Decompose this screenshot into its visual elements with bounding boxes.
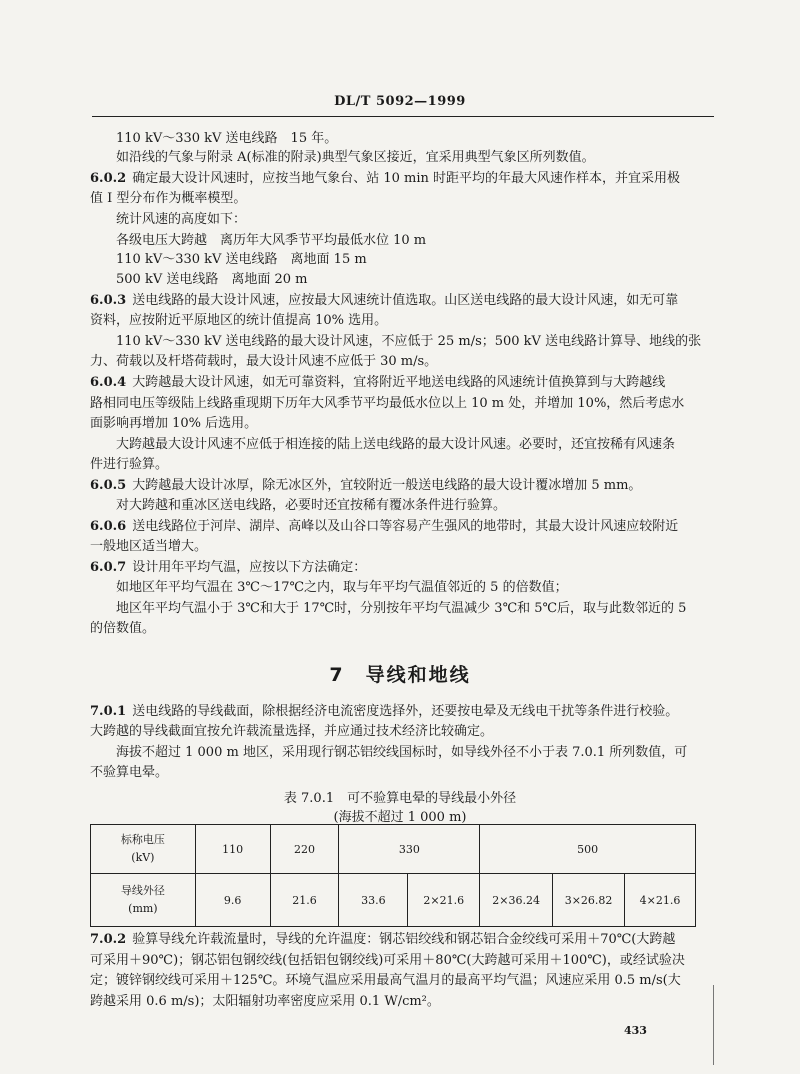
text-line: 如地区年平均气温在 3℃～17℃之内，取与年平均气温值邻近的 5 的倍数值；: [116, 580, 568, 595]
table-row: [91, 874, 696, 927]
clause-6-0-7: 6.0.7 设计用年平均气温，应按以下方法确定：: [90, 560, 367, 575]
text-line: 大跨越的导线截面宜按允许载流量选择，并应通过技术经济比较确定。: [90, 724, 494, 739]
clause-number: 6.0.6: [90, 519, 127, 534]
row-header-diameter: 导线外径 (mm): [91, 874, 196, 927]
clause-7-0-1: 7.0.1 送电线路的导线截面，除根据经济电流密度选择外，还要按电晕及无线电干扰等条件进行校验。: [90, 704, 679, 719]
text-line: 110 kV～330 kV 送电线路 离地面 15 m: [116, 252, 367, 267]
page-number: 433: [624, 1024, 647, 1037]
text-line: 不验算电晕。: [90, 765, 169, 780]
clause-6-0-2: 6.0.2 确定最大设计风速时，应按当地气象台、站 10 min 时距平均的年最大风速作样本，并宜采用极: [90, 171, 681, 186]
text-line: 对大跨越和重冰区送电线路，必要时还宜按稀有覆冰条件进行验算。: [116, 498, 507, 513]
text-line: 定；镀锌钢绞线可采用＋125℃。环境气温应采用最高气温月的最高平均气温；风速应采用 0.5 m/s(大: [90, 973, 681, 988]
text-line: 件进行验算。: [90, 457, 169, 472]
table-cell: 33.6: [339, 874, 408, 927]
text-line: 统计风速的高度如下：: [116, 212, 247, 227]
clause-6-0-5: 6.0.5 大跨越最大设计冰厚，除无冰区外，宜较附近一般送电线路的最大设计覆冰增加 5 mm。: [90, 478, 642, 493]
clause-number: 6.0.4: [90, 375, 127, 390]
clause-number: 6.0.5: [90, 478, 127, 493]
text-line: 可采用＋90℃)；钢芯铝包钢绞线(包括铝包钢绞线)可采用＋80℃(大跨越可采用＋100℃)，或经试验决: [90, 953, 685, 968]
text-line: 一般地区适当增大。: [90, 539, 208, 554]
table-subcaption: (海拔不超过 1 000 m): [333, 810, 467, 825]
text-line: 力、荷载以及杆塔荷载时，最大设计风速不应低于 30 m/s。: [90, 354, 438, 369]
text-line: 各级电压大跨越 离历年大风季节平均最低水位 10 m: [116, 233, 427, 248]
section-7-title: 7 导线和地线: [329, 664, 471, 686]
table-row: [91, 825, 696, 874]
row-header-voltage: 标称电压 (kV): [91, 825, 196, 874]
table-cell: 110: [195, 825, 270, 874]
min-diameter-table: [90, 824, 696, 927]
text-line: 路相同电压等级陆上线路重现期下历年大风季节平均最低水位以上 10 m 处，并增加 10%，然后考虑水: [90, 396, 685, 411]
text-line: 地区年平均气温小于 3℃和大于 17℃时，分别按年平均气温减少 3℃和 5℃后，取与此数邻近的 5: [116, 601, 687, 616]
text-line: 如沿线的气象与附录 A(标准的附录)典型气象区接近，宜采用典型气象区所列数值。: [116, 150, 595, 165]
header-rule: [92, 116, 714, 117]
text-line: 资料，应按附近平原地区的统计值提高 10% 选用。: [90, 313, 388, 328]
text-line: 的倍数值。: [90, 621, 156, 636]
clause-7-0-2: 7.0.2 验算导线允许载流量时，导线的允许温度：钢芯铝绞线和钢芯铝合金绞线可采用＋70℃(大跨越: [90, 932, 676, 947]
table-cell: 220: [270, 825, 339, 874]
clause-number: 7.0.2: [90, 932, 127, 947]
table-caption: 表 7.0.1 可不验算电晕的导线最小外径: [283, 791, 517, 806]
table-cell: 21.6: [270, 874, 339, 927]
table-cell: 2×21.6: [408, 874, 480, 927]
text-line: 500 kV 送电线路 离地面 20 m: [116, 272, 308, 287]
clause-number: 6.0.3: [90, 293, 127, 308]
text-line: 跨越采用 0.6 m/s)；太阳辐射功率密度应采用 0.1 W/cm²。: [90, 994, 440, 1009]
clause-6-0-6: 6.0.6 送电线路位于河岸、湖岸、高峰以及山谷口等容易产生强风的地带时，其最大设计风速应较附近: [90, 519, 679, 534]
clause-number: 6.0.7: [90, 560, 127, 575]
clause-6-0-3: 6.0.3 送电线路的最大设计风速，应按最大风速统计值选取。山区送电线路的最大设计风速，如无可靠: [90, 293, 679, 308]
clause-6-0-4: 6.0.4 大跨越最大设计风速，如无可靠资料，宜将附近平地送电线路的风速统计值换算到与大跨越线: [90, 375, 666, 390]
table-cell: 4×21.6: [625, 874, 696, 927]
table-cell: 330: [339, 825, 480, 874]
table-cell: 3×26.82: [553, 874, 625, 927]
table-cell: 500: [480, 825, 696, 874]
table-cell: 2×36.24: [480, 874, 553, 927]
standard-code-header: DL/T 5092—1999: [334, 94, 466, 109]
text-line: 110 kV～330 kV 送电线路的最大设计风速，不应低于 25 m/s；500 kV 送电线路计算导、地线的张: [116, 334, 702, 349]
margin-rule: [713, 985, 714, 1065]
text-line: 面影响再增加 10% 后选用。: [90, 416, 258, 431]
text-line: 大跨越最大设计风速不应低于相连接的陆上送电线路的最大设计风速。必要时，还宜按稀有风速条: [116, 437, 676, 452]
table-cell: 9.6: [195, 874, 270, 927]
text-line: 110 kV～330 kV 送电线路 15 年。: [116, 131, 338, 146]
text-line: 海拔不超过 1 000 m 地区，采用现行钢芯铝绞线国标时，如导线外径不小于表 7.0.1 所列数值，可: [116, 745, 688, 760]
text-line: 值 I 型分布作为概率模型。: [90, 191, 247, 206]
clause-number: 7.0.1: [90, 704, 127, 719]
clause-number: 6.0.2: [90, 171, 127, 186]
